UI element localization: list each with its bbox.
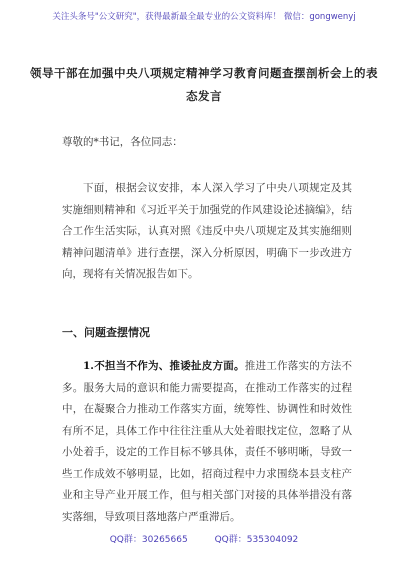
salutation: 尊敬的*书记，各位同志：	[62, 136, 183, 148]
footer-qq-group-1: QQ群：30265665	[109, 535, 188, 545]
item-lead: 1.不担当不作为、推诿扯皮方面。	[83, 360, 245, 372]
section-heading: 一、问题查摆情况	[62, 326, 150, 339]
document-title: 领导干部在加强中央八项规定精神学习教育问题查摆剖析会上的表态发言	[30, 66, 378, 103]
item-text: 推进工作落实的方法不多。服务大局的意识和能力需要提高，在推动工作落实的过程中，在凝聚合力推动工作落实方面，统筹性、协调性和时效性有所不足，具体工作中往往注重从大处着眼找定位，忽略了从小处着手，设定的工作目标不够具体，责任不够明晰，导致一些工作成效不够明显，比如，招商过程中力求围绕本县支柱产业和主导产业开展工作，但与相关部门对接的具体举措没有落实落细，导致项目落地落户严重滞后。	[62, 360, 352, 523]
intro-paragraph: 下面，根据会议安排，本人深入学习了中央八项规定及其实施细则精神和《习近平关于加强党的作风建设论述摘编》，结合工作生活实际，认真对照《违反中央八项规定及其实施细则精神问题清单》进行查摆，深入分析原因，明确下一步改进方向，现将有关情况报告如下。	[62, 182, 352, 280]
top-banner: 关注头条号"公文研究"，获得最新最全最专业的公文资料库！ 微信：gongwenyj	[52, 12, 356, 22]
footer-qq-group-2: QQ群：535304092	[214, 535, 299, 545]
item-paragraph	[62, 356, 352, 528]
footer	[0, 532, 408, 545]
